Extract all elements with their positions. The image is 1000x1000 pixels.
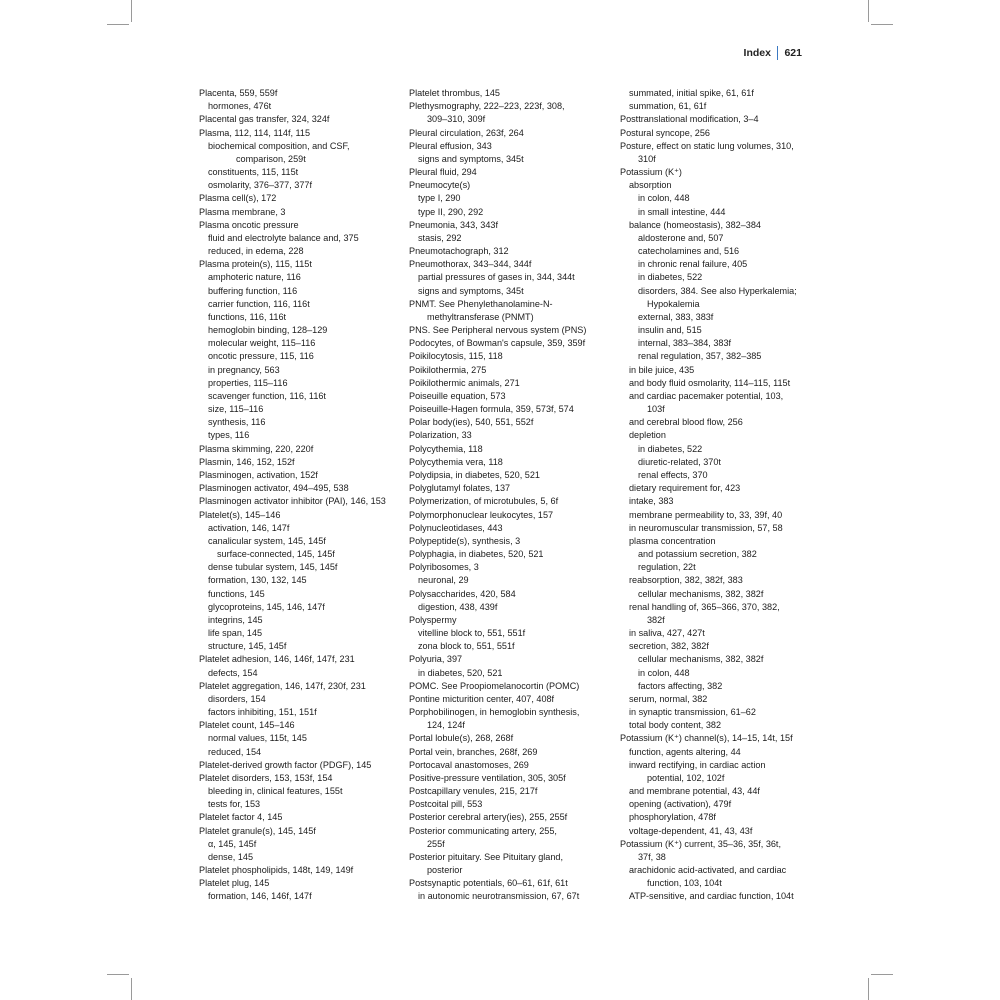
index-subentry: in synaptic transmission, 61–62 — [629, 707, 756, 718]
index-subentry: and body fluid osmolarity, 114–115, 115t — [629, 377, 791, 388]
index-entry: Polyuria, 397 — [409, 654, 463, 665]
page-number: 621 — [784, 47, 802, 59]
index-subentry: surface-connected, 145, 145f — [217, 549, 335, 560]
index-entry: Platelet phospholipids, 148t, 149, 149f — [199, 865, 354, 876]
index-subentry: factors inhibiting, 151, 151f — [208, 707, 317, 718]
index-entry: Plasma protein(s), 115, 115t — [199, 259, 312, 270]
index-entry: Platelet count, 145–146 — [199, 720, 295, 731]
index-subentry: glycoproteins, 145, 146, 147f — [208, 601, 325, 612]
index-entry: Polyspermy — [409, 614, 457, 625]
index-entry: PNS. See Peripheral nervous system (PNS) — [409, 325, 587, 336]
index-entry: Polarization, 33 — [409, 430, 472, 441]
index-entry: Pneumothorax, 343–344, 344f — [409, 259, 532, 270]
crop-mark-bottom-left — [131, 978, 132, 1000]
index-entry: Potassium (K⁺) current, 35–36, 35f, 36t, — [620, 838, 781, 849]
index-entry: Polymerization, of microtubules, 5, 6f — [409, 496, 559, 507]
index-subentry: internal, 383–384, 383f — [638, 338, 732, 349]
index-subentry: amphoteric nature, 116 — [208, 272, 301, 283]
index-subentry: stasis, 292 — [418, 232, 462, 243]
index-entry: Plasma oncotic pressure — [199, 219, 299, 230]
index-entry: Posterior communicating artery, 255, — [409, 825, 557, 836]
index-subentry: ATP-sensitive, and cardiac function, 104t — [629, 891, 794, 902]
index-subentry: normal values, 115t, 145 — [208, 733, 307, 744]
index-subentry: opening (activation), 479f — [629, 799, 732, 810]
index-subentry: functions, 116, 116t — [208, 311, 287, 322]
index-entry: Polyphagia, in diabetes, 520, 521 — [409, 549, 544, 560]
index-entry: Plasma skimming, 220, 220f — [199, 443, 314, 454]
index-subentry: 103f — [647, 404, 665, 415]
index-subentry: external, 383, 383f — [638, 311, 714, 322]
index-entry: Porphobilinogen, in hemoglobin synthesis, — [409, 707, 580, 718]
index-entry: Polyglutamyl folates, 137 — [409, 483, 511, 494]
index-entry: Pleural fluid, 294 — [409, 167, 477, 178]
index-subentry: methyltransferase (PNMT) — [427, 311, 534, 322]
index-entry: Posterior cerebral artery(ies), 255, 255f — [409, 812, 568, 823]
index-entry: Pneumotachograph, 312 — [409, 246, 509, 257]
index-subentry: fluid and electrolyte balance and, 375 — [208, 232, 359, 243]
index-subentry: and membrane potential, 43, 44f — [629, 786, 760, 797]
index-subentry: osmolarity, 376–377, 377f — [208, 180, 312, 191]
index-subentry: size, 115–116 — [208, 404, 264, 415]
crop-mark-right-top — [871, 24, 893, 25]
crop-mark-left-bottom — [107, 974, 129, 975]
crop-mark-top-right — [868, 0, 869, 22]
index-entry: Poikilocytosis, 115, 118 — [409, 351, 503, 362]
index-subentry: scavenger function, 116, 116t — [208, 390, 326, 401]
index-subentry: total body content, 382 — [629, 720, 722, 731]
index-subentry: 309–310, 309f — [427, 114, 486, 125]
index-entry: PNMT. See Phenylethanolamine-N- — [409, 298, 553, 309]
index-subentry: life span, 145 — [208, 628, 263, 639]
index-entry: Potassium (K⁺) channel(s), 14–15, 14t, 15f — [620, 733, 793, 744]
index-subentry: in diabetes, 522 — [638, 272, 703, 283]
index-subentry: in saliva, 427, 427t — [629, 628, 705, 639]
index-entry: Podocytes, of Bowman's capsule, 359, 359f — [409, 338, 586, 349]
index-entry: Plasminogen activator inhibitor (PAI), 146, 153 — [199, 496, 386, 507]
index-subentry: vitelline block to, 551, 551f — [418, 628, 526, 639]
index-subentry: potential, 102, 102f — [647, 772, 725, 783]
index-subentry: phosphorylation, 478f — [629, 812, 716, 823]
index-subentry: balance (homeostasis), 382–384 — [629, 219, 761, 230]
index-subentry: integrins, 145 — [208, 614, 263, 625]
index-subentry: hormones, 476t — [208, 101, 272, 112]
crop-mark-right-bottom — [871, 974, 893, 975]
index-subentry: depletion — [629, 430, 666, 441]
index-subentry: in colon, 448 — [638, 667, 690, 678]
index-entry: Pneumonia, 343, 343f — [409, 219, 498, 230]
index-entry: Platelet plug, 145 — [199, 878, 270, 889]
index-entry: Postsynaptic potentials, 60–61, 61f, 61t — [409, 878, 568, 889]
index-subentry: properties, 115–116 — [208, 377, 288, 388]
index-subentry: Hypokalemia — [647, 298, 700, 309]
index-entry: Polycythemia, 118 — [409, 443, 483, 454]
index-subentry: in chronic renal failure, 405 — [638, 259, 748, 270]
index-column-2 — [409, 87, 614, 904]
index-subentry: serum, normal, 382 — [629, 693, 708, 704]
index-subentry: constituents, 115, 115t — [208, 167, 299, 178]
index-entry: Polyribosomes, 3 — [409, 562, 479, 573]
index-subentry: tests for, 153 — [208, 799, 261, 810]
index-subentry: secretion, 382, 382f — [629, 641, 709, 652]
index-entry: Plasma cell(s), 172 — [199, 193, 277, 204]
index-entry: Platelet thrombus, 145 — [409, 88, 500, 98]
index-subentry: synthesis, 116 — [208, 417, 266, 428]
crop-mark-bottom-right — [868, 978, 869, 1000]
index-subentry: buffering function, 116 — [208, 285, 298, 296]
index-subentry: type I, 290 — [418, 193, 461, 204]
index-subentry: activation, 146, 147f — [208, 522, 290, 533]
index-subentry: in diabetes, 522 — [638, 443, 703, 454]
index-entry: Portal lobule(s), 268, 268f — [409, 733, 514, 744]
index-subentry: dietary requirement for, 423 — [629, 483, 741, 494]
index-entry: Placenta, 559, 559f — [199, 88, 278, 98]
index-column-1 — [199, 87, 404, 904]
index-subentry: hemoglobin binding, 128–129 — [208, 325, 328, 336]
index-entry: Postcoital pill, 553 — [409, 799, 483, 810]
index-subentry: intake, 383 — [629, 496, 674, 507]
index-subentry: in colon, 448 — [638, 193, 690, 204]
index-entry: Postcapillary venules, 215, 217f — [409, 786, 538, 797]
index-entry: Posture, effect on static lung volumes, 310, — [620, 140, 794, 151]
index-entry: Plethysmography, 222–223, 223f, 308, — [409, 101, 565, 112]
index-entry: Plasma membrane, 3 — [199, 206, 286, 217]
index-subentry: aldosterone and, 507 — [638, 232, 724, 243]
index-column-3 — [620, 87, 825, 904]
index-entry: Poiseuille equation, 573 — [409, 390, 506, 401]
index-entry: Placental gas transfer, 324, 324f — [199, 114, 330, 125]
index-subentry: reabsorption, 382, 382f, 383 — [629, 575, 743, 586]
index-subentry: structure, 145, 145f — [208, 641, 287, 652]
index-entry: Platelet(s), 145–146 — [199, 509, 281, 520]
index-entry: Platelet-derived growth factor (PDGF), 145 — [199, 759, 372, 770]
index-subentry: 124, 124f — [427, 720, 465, 731]
index-subentry: carrier function, 116, 116t — [208, 298, 310, 309]
index-subentry: molecular weight, 115–116 — [208, 338, 316, 349]
index-subentry: formation, 146, 146f, 147f — [208, 891, 312, 902]
crop-mark-left-top — [107, 24, 129, 25]
index-subentry: 310f — [638, 153, 656, 164]
index-subentry: comparison, 259t — [236, 153, 306, 164]
index-subentry: in small intestine, 444 — [638, 206, 726, 217]
index-subentry: membrane permeability to, 33, 39f, 40 — [629, 509, 783, 520]
index-subentry: types, 116 — [208, 430, 250, 441]
index-entry: Potassium (K⁺) — [620, 167, 682, 178]
index-entry: Platelet adhesion, 146, 146f, 147f, 231 — [199, 654, 355, 665]
index-subentry: summation, 61, 61f — [629, 101, 707, 112]
index-subentry: 255f — [427, 838, 445, 849]
index-subentry: canalicular system, 145, 145f — [208, 535, 326, 546]
index-subentry: function, agents altering, 44 — [629, 746, 741, 757]
section-title: Index — [743, 47, 771, 59]
index-entry: Polycythemia vera, 118 — [409, 456, 503, 467]
index-subentry: inward rectifying, in cardiac action — [629, 759, 766, 770]
index-subentry: reduced, 154 — [208, 746, 262, 757]
index-subentry: bleeding in, clinical features, 155t — [208, 786, 343, 797]
index-entry: Plasminogen activator, 494–495, 538 — [199, 483, 349, 494]
index-subentry: insulin and, 515 — [638, 325, 702, 336]
index-subentry: in neuromuscular transmission, 57, 58 — [629, 522, 783, 533]
index-subentry: neuronal, 29 — [418, 575, 469, 586]
index-entry: Polypeptide(s), synthesis, 3 — [409, 535, 521, 546]
index-subentry: in bile juice, 435 — [629, 364, 695, 375]
index-subentry: function, 103, 104t — [647, 878, 722, 889]
index-subentry: signs and symptoms, 345t — [418, 153, 524, 164]
index-subentry: voltage-dependent, 41, 43, 43f — [629, 825, 753, 836]
index-subentry: digestion, 438, 439f — [418, 601, 498, 612]
index-subentry: biochemical composition, and CSF, — [208, 140, 350, 151]
index-entry: POMC. See Proopiomelanocortin (POMC) — [409, 680, 580, 691]
index-entry: Poikilothermic animals, 271 — [409, 377, 520, 388]
index-entry: Plasma, 112, 114, 114f, 115 — [199, 127, 311, 138]
index-entry: Postural syncope, 256 — [620, 127, 710, 138]
index-subentry: defects, 154 — [208, 667, 258, 678]
index-subentry: cellular mechanisms, 382, 382f — [638, 588, 764, 599]
index-entry: Poiseuille-Hagen formula, 359, 573f, 574 — [409, 404, 574, 415]
index-entry: Pleural circulation, 263f, 264 — [409, 127, 524, 138]
index-entry: Platelet factor 4, 145 — [199, 812, 283, 823]
index-entry: Poikilothermia, 275 — [409, 364, 487, 375]
index-subentry: renal handling of, 365–366, 370, 382, — [629, 601, 780, 612]
index-subentry: catecholamines and, 516 — [638, 246, 740, 257]
index-subentry: summated, initial spike, 61, 61f — [629, 88, 754, 98]
index-subentry: and potassium secretion, 382 — [638, 549, 757, 560]
index-entry: Portal vein, branches, 268f, 269 — [409, 746, 538, 757]
index-subentry: α, 145, 145f — [208, 838, 257, 849]
index-subentry: dense, 145 — [208, 851, 254, 862]
index-entry: Posterior pituitary. See Pituitary gland, — [409, 851, 563, 862]
index-subentry: and cerebral blood flow, 256 — [629, 417, 743, 428]
index-subentry: and cardiac pacemaker potential, 103, — [629, 390, 784, 401]
index-entry: Polydipsia, in diabetes, 520, 521 — [409, 469, 540, 480]
index-subentry: posterior — [427, 865, 463, 876]
index-subentry: cellular mechanisms, 382, 382f — [638, 654, 764, 665]
index-entry: Posttranslational modification, 3–4 — [620, 114, 759, 125]
index-entry: Pleural effusion, 343 — [409, 140, 492, 151]
index-subentry: dense tubular system, 145, 145f — [208, 562, 338, 573]
index-subentry: in diabetes, 520, 521 — [418, 667, 503, 678]
index-entry: Positive-pressure ventilation, 305, 305f — [409, 772, 566, 783]
header-divider — [777, 46, 779, 60]
index-subentry: disorders, 384. See also Hyperkalemia; — [638, 285, 797, 296]
index-subentry: factors affecting, 382 — [638, 680, 723, 691]
index-entry: Portocaval anastomoses, 269 — [409, 759, 529, 770]
index-subentry: absorption — [629, 180, 672, 191]
index-entry: Platelet aggregation, 146, 147f, 230f, 231 — [199, 680, 366, 691]
index-entry: Polynucleotidases, 443 — [409, 522, 503, 533]
index-subentry: signs and symptoms, 345t — [418, 285, 524, 296]
index-subentry: in pregnancy, 563 — [208, 364, 280, 375]
index-subentry: 382f — [647, 614, 665, 625]
index-entry: Plasminogen, activation, 152f — [199, 469, 318, 480]
index-subentry: zona block to, 551, 551f — [418, 641, 515, 652]
index-subentry: functions, 145 — [208, 588, 265, 599]
running-head — [744, 46, 802, 60]
index-entry: Pontine micturition center, 407, 408f — [409, 693, 555, 704]
index-entry: Platelet disorders, 153, 153f, 154 — [199, 772, 333, 783]
index-subentry: formation, 130, 132, 145 — [208, 575, 307, 586]
index-subentry: plasma concentration — [629, 535, 716, 546]
index-subentry: 37f, 38 — [638, 851, 666, 862]
index-subentry: renal effects, 370 — [638, 469, 708, 480]
index-subentry: renal regulation, 357, 382–385 — [638, 351, 762, 362]
index-subentry: regulation, 22t — [638, 562, 696, 573]
index-subentry: type II, 290, 292 — [418, 206, 484, 217]
index-entry: Platelet granule(s), 145, 145f — [199, 825, 316, 836]
index-subentry: disorders, 154 — [208, 693, 266, 704]
index-entry: Pneumocyte(s) — [409, 180, 471, 191]
index-subentry: reduced, in edema, 228 — [208, 246, 304, 257]
index-entry: Polymorphonuclear leukocytes, 157 — [409, 509, 554, 520]
index-subentry: arachidonic acid-activated, and cardiac — [629, 865, 787, 876]
index-entry: Polar body(ies), 540, 551, 552f — [409, 417, 534, 428]
index-subentry: oncotic pressure, 115, 116 — [208, 351, 314, 362]
crop-mark-top-left — [131, 0, 132, 22]
index-entry: Polysaccharides, 420, 584 — [409, 588, 516, 599]
index-entry: Plasmin, 146, 152, 152f — [199, 456, 295, 467]
index-subentry: diuretic-related, 370t — [638, 456, 721, 467]
index-subentry: in autonomic neurotransmission, 67, 67t — [418, 891, 580, 902]
index-subentry: partial pressures of gases in, 344, 344t — [418, 272, 575, 283]
